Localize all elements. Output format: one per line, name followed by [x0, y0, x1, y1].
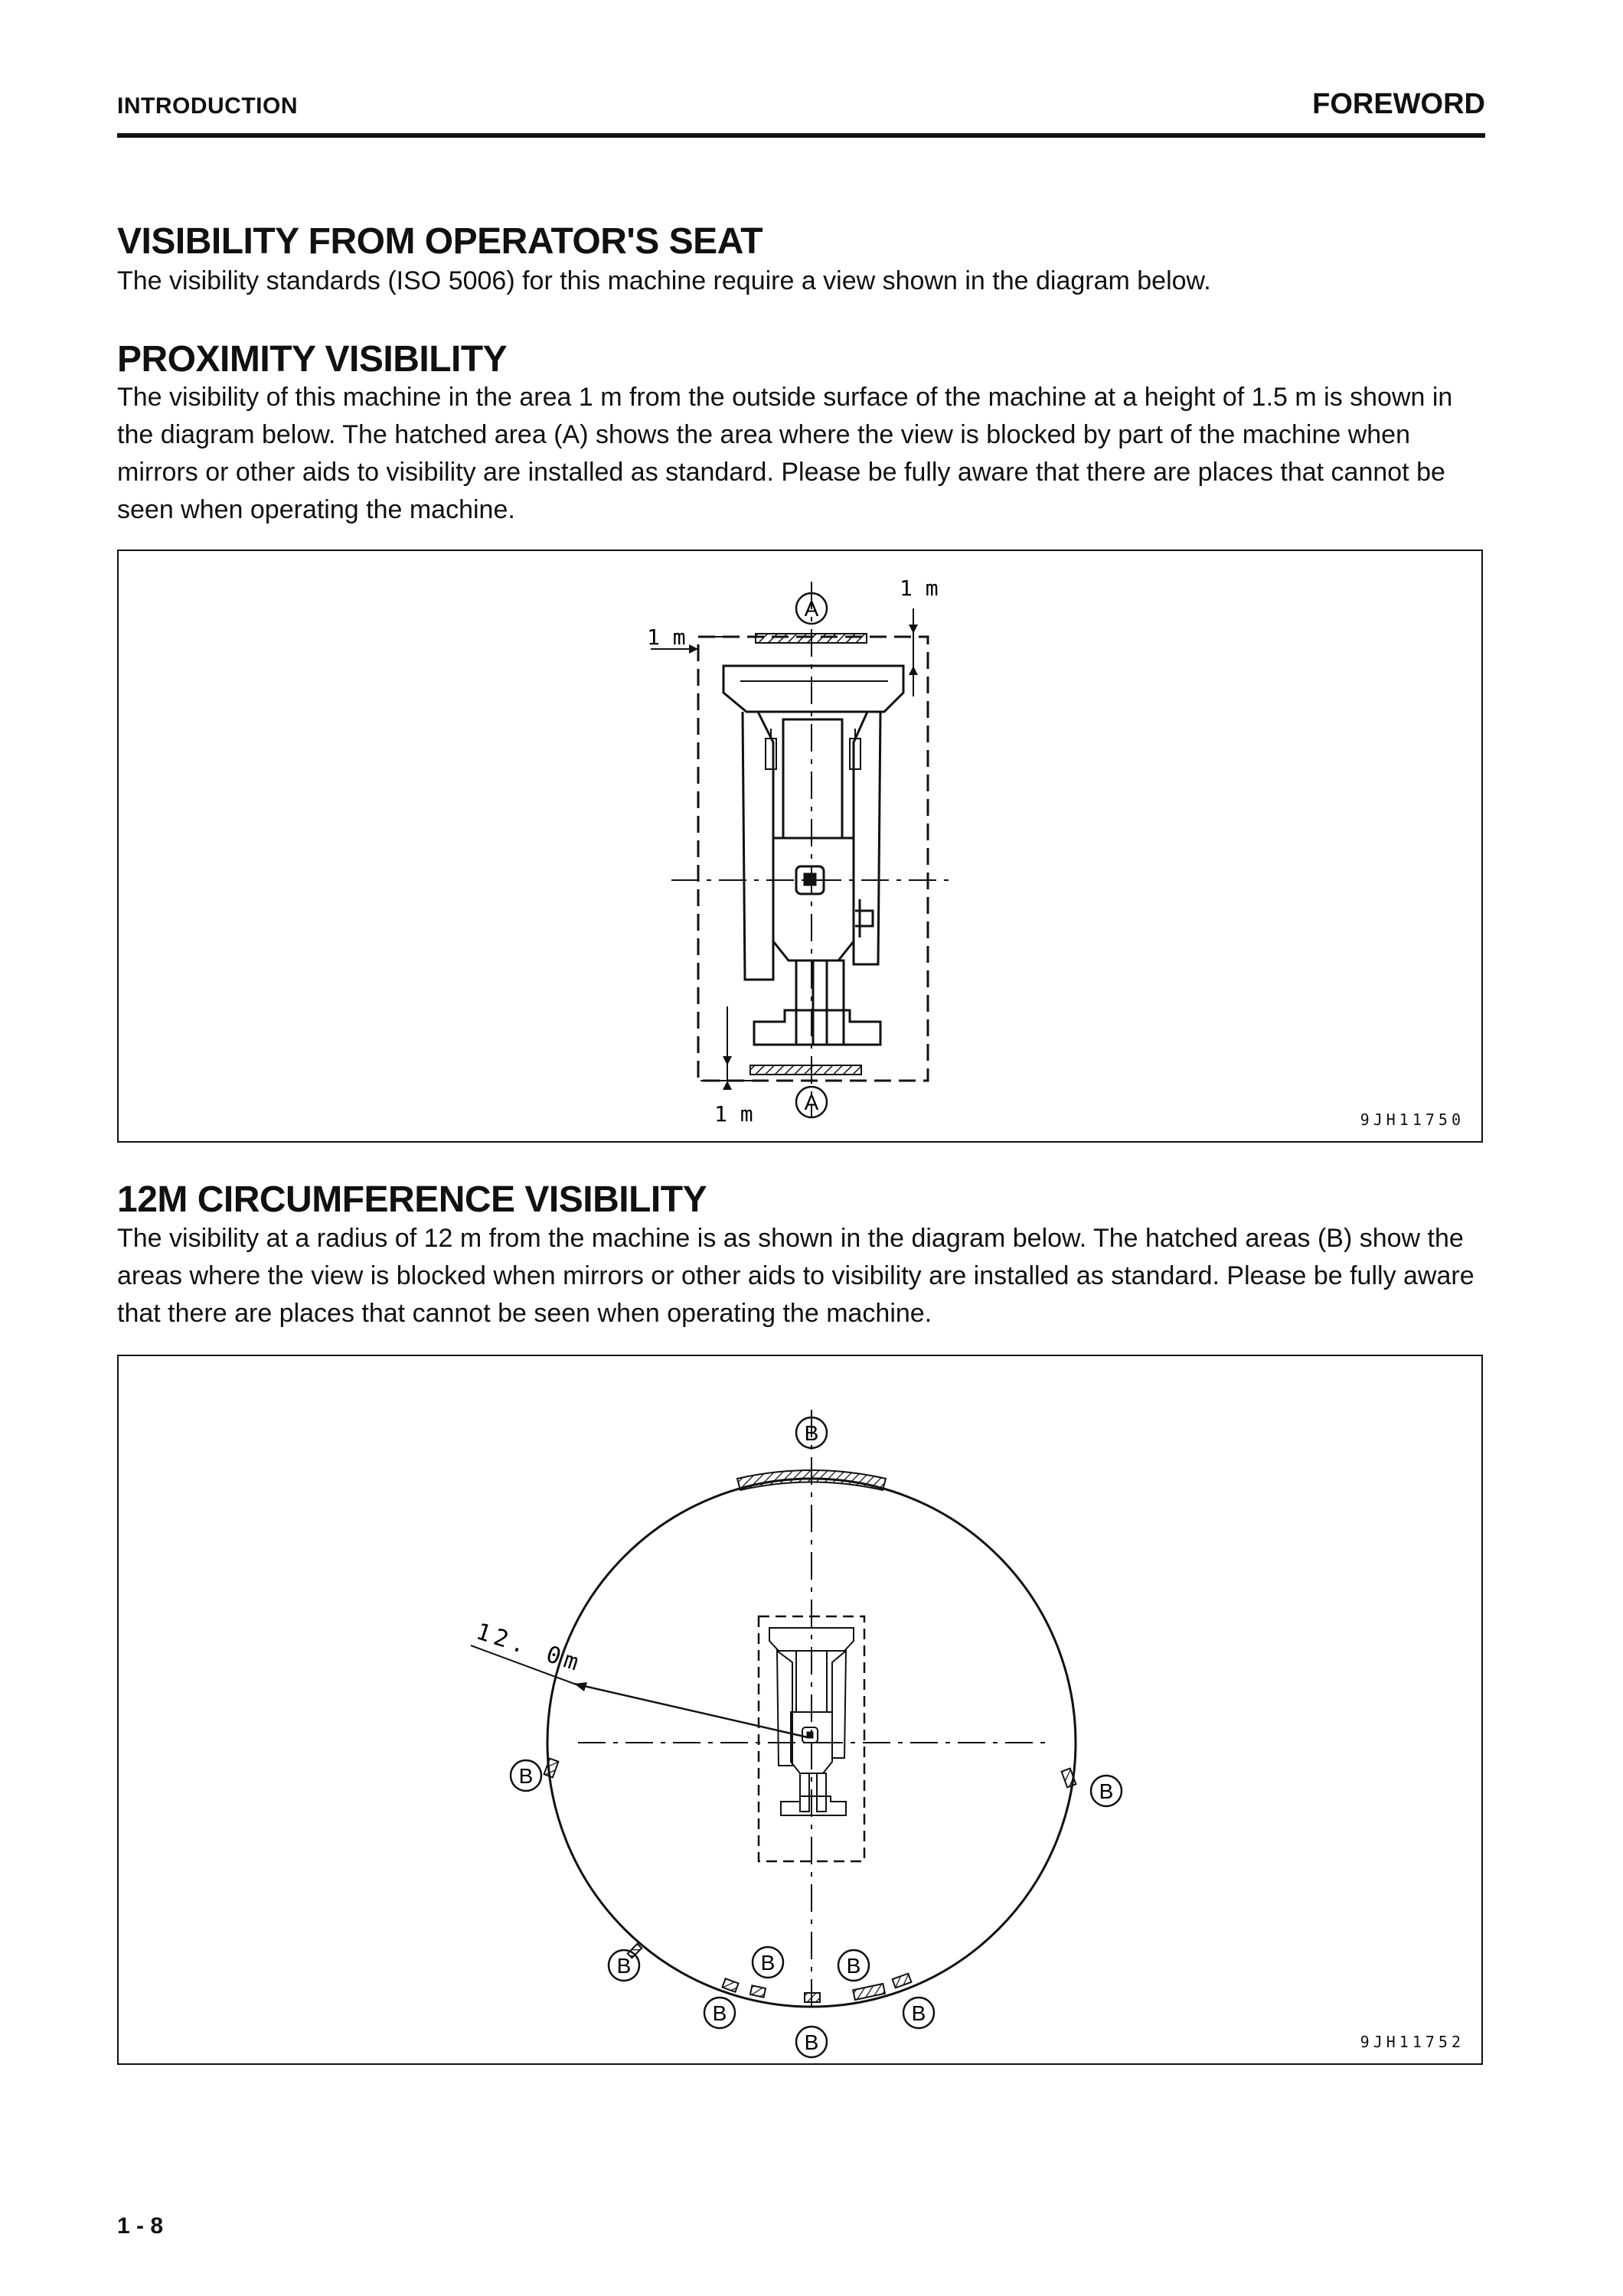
area-b-label: B [1099, 1779, 1114, 1803]
dimension-label-bottom: 1 m [714, 1101, 753, 1127]
header-rule [117, 133, 1485, 138]
circumference-diagram [119, 1356, 1484, 2066]
operator-seat-text: The visibility standards (ISO 5006) for this machine require a view shown in the diagram below. [117, 266, 1211, 295]
circumference-text: The visibility at a radius of 12 m from the machine is as shown in the diagram below. The hatched areas (B) show the areas where the view is blocked when mirrors or other aids to visibility are installed as standard. Please be fully aware that there are places that cannot be seen when operating the machine. [117, 1224, 1474, 1328]
header-section: INTRODUCTION [117, 93, 298, 119]
area-b-label: B [760, 1951, 776, 1975]
proximity-diagram [119, 551, 1484, 1144]
area-b-label: B [911, 2001, 926, 2025]
area-b-label: B [616, 1954, 632, 1978]
page-number: 1 - 8 [117, 2213, 164, 2239]
figure-id: 9JH11750 [1360, 1110, 1465, 1129]
area-b-label: B [518, 1764, 534, 1788]
area-a-label-bottom: A [804, 1091, 819, 1114]
area-b-label: B [846, 1954, 861, 1978]
proximity-text: The visibility of this machine in the area 1 m from the outside surface of the machine at a height of 1.5 m is shown in the diagram below. The hatched area (A) shows the area where the view is blocked by part of the machine when mirrors or other aids to visibility are installed as standard. Please be fully aware that there are places that cannot be seen when operating the machine. [117, 383, 1453, 524]
operator-seat-heading: VISIBILITY FROM OPERATOR'S SEAT [117, 221, 763, 262]
proximity-heading: PROXIMITY VISIBILITY [117, 339, 508, 380]
circumference-heading: 12M CIRCUMFERENCE VISIBILITY [117, 1179, 707, 1220]
figure-id: 9JH11752 [1360, 2033, 1465, 2051]
area-a-label-top: A [804, 597, 819, 621]
dimension-label-left: 1 m [647, 625, 686, 650]
radius-label: 12. 0m [472, 1618, 586, 1678]
area-b-label: B [712, 2001, 727, 2025]
proximity-figure [117, 550, 1483, 1143]
dimension-label-top: 1 m [900, 576, 939, 601]
area-b-label: B [804, 2030, 819, 2054]
area-b-label: B [804, 1421, 819, 1445]
circumference-figure [117, 1355, 1483, 2065]
header-chapter: FOREWORD [1312, 88, 1485, 120]
